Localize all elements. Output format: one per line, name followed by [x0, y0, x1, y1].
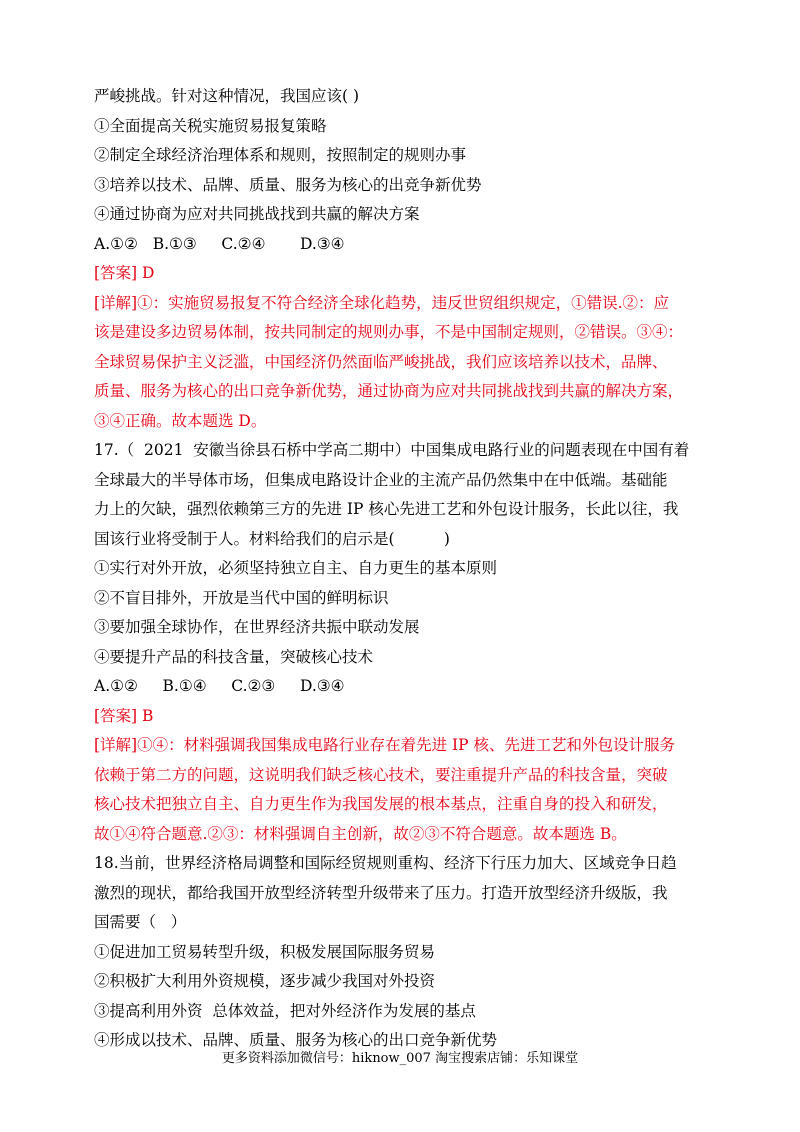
q18-statement-1: ①促进加工贸易转型升级，积极发展国际服务贸易	[94, 942, 436, 961]
document-page	[94, 82, 714, 1056]
q16-answer: [答案] D	[94, 264, 155, 282]
q17-statement-2: ②不盲目排外，开放是当代中国的鲜明标识	[94, 588, 389, 607]
q18-stem-line: 国需要（ ）	[94, 913, 187, 931]
q16-explanation-line: 该是建设多边贸易体制，按共同制定的规则办事，不是中国制定规则，②错误。③④：	[94, 323, 684, 341]
q16-statement-4: ④通过协商为应对共同挑战找到共赢的解决方案	[94, 205, 420, 223]
q16-explanation-line: 质量、服务为核心的出口竞争新优势，通过协商为应对共同挑战找到共赢的解决方案，	[94, 382, 684, 400]
q17-answer: [答案] B	[94, 706, 154, 725]
q16-explanation-line: [详解]①：实施贸易报复不符合经济全球化趋势，违反世贸组织规定，①错误.②：应	[94, 293, 670, 312]
q18-statement-2: ②积极扩大利用外资规模，逐步减少我国对外投资	[94, 972, 436, 990]
q17-explanation-line: 核心技术把独立自主、自力更生作为我国发展的根本基点，注重自身的投入和研发，	[94, 795, 668, 813]
page-footer: 更多资料添加微信号：hiknow_007 淘宝搜索店铺：乐知课堂	[221, 1051, 579, 1066]
q16-statement-2: ②制定全球经济治理体系和规则，按照制定的规则办事	[94, 146, 467, 164]
q17-explanation-line: 依赖于第二方的问题，这说明我们缺乏核心技术，要注重提升产品的科技含量，突破	[94, 765, 668, 784]
q17-stem-line: 国该行业将受制于人。材料给我们的启示是( )	[94, 529, 450, 548]
q18-stem-line: 激烈的现状，都给我国开放型经济转型升级带来了压力。打造开放型经济升级版，我	[94, 883, 668, 902]
q16-statement-3: ③培养以技术、品牌、质量、服务为核心的出竞争新优势	[94, 175, 482, 194]
q17-stem-line: 全球最大的半导体市场，但集成电路设计企业的主流产品仍然集中在中低端。基础能	[94, 470, 668, 489]
q17-statement-4: ④要提升产品的科技含量，突破核心技术	[94, 647, 374, 666]
q17-options: A.①② B.①④ C.②③ D.③④	[94, 677, 345, 695]
q16-options: A.①② B.①③ C.②④ D.③④	[94, 234, 345, 253]
q17-stem-line: 17.（ 2021 安徽当徐县石桥中学高二期中）中国集成电路行业的问题表现在中国有着	[94, 441, 690, 459]
q16-stem-continuation: 严峻挑战。针对这种情况，我国应该( )	[94, 87, 360, 105]
q17-statement-1: ①实行对外开放，必须坚持独立自主、自力更生的基本原则	[94, 559, 498, 577]
q17-explanation-line: [详解]①④：材料强调我国集成电路行业存在着先进 IP 核、先进工艺和外包设计服务	[94, 736, 676, 754]
q16-explanation-line: ③④正确。故本题选 D。	[94, 411, 267, 430]
q18-stem-line: 18.当前，世界经济格局调整和国际经贸规则重构、经济下行压力加大、区域竞争日趋	[94, 854, 677, 872]
q16-statement-1: ①全面提高关税实施贸易报复策略	[94, 116, 327, 135]
q18-statement-4: ④形成以技术、品牌、质量、服务为核心的出口竞争新优势	[94, 1031, 498, 1049]
q18-statement-3: ③提高利用外资 总体效益，把对外经济作为发展的基点	[94, 1001, 476, 1020]
q16-explanation-line: 全球贸易保护主义泛滥，中国经济仍然面临严峻挑战，我们应该培养以技术，品牌、	[94, 352, 668, 371]
q17-explanation-line: 故①④符合题意.②③：材料强调自主创新，故②③不符合题意。故本题选 B。	[94, 824, 627, 843]
q17-stem-line: 力上的欠缺，强烈依赖第三方的先进 IP 核心先进工艺和外包设计服务，长此以往，我	[94, 500, 679, 518]
q17-statement-3: ③要加强全球协作，在世界经济共振中联动发展	[94, 618, 420, 636]
